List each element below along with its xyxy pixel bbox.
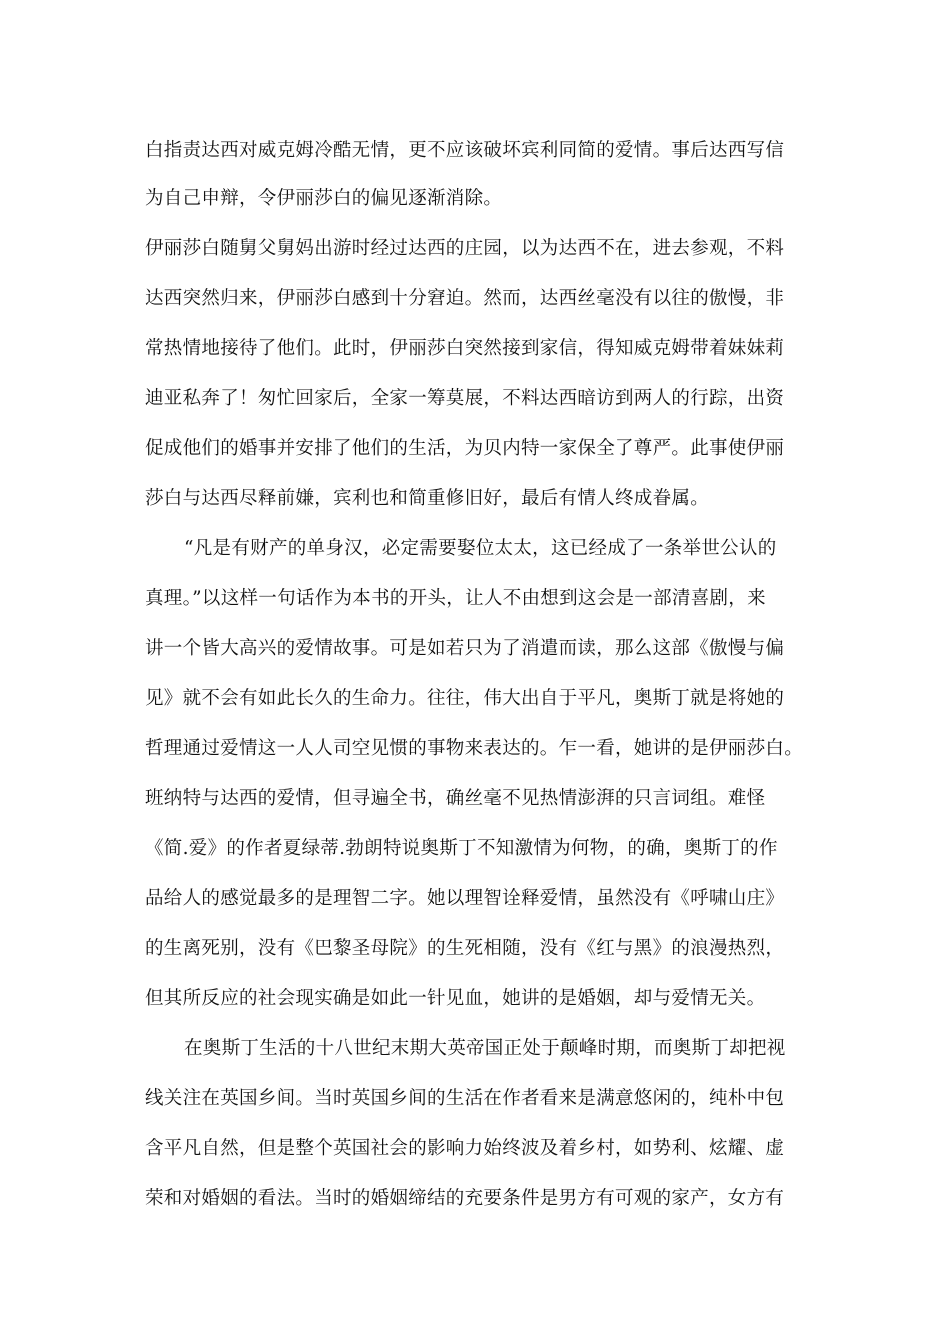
text-line: 讲一个皆大高兴的爱情故事。可是如若只为了消遣而读，那么这部《傲慢与偏 — [145, 638, 785, 659]
text-line: 品给人的感觉最多的是理智二字。她以理智诠释爱情，虽然没有《呼啸山庄》 — [145, 888, 785, 909]
text-line: 的生离死别，没有《巴黎圣母院》的生死相随，没有《红与黑》的浪漫热烈， — [145, 938, 785, 959]
text-line: 荣和对婚姻的看法。当时的婚姻缔结的充要条件是男方有可观的家产，女方有 — [145, 1188, 785, 1209]
text-line: 《简.爱》的作者夏绿蒂.勃朗特说奥斯丁不知激情为何物，的确，奥斯丁的作 — [145, 838, 778, 859]
text-line: 为自己申辩，令伊丽莎白的偏见逐渐消除。 — [145, 188, 503, 209]
text-line: 伊丽莎白随舅父舅妈出游时经过达西的庄园，以为达西不在，进去参观，不料 — [145, 238, 785, 259]
text-line: 白指责达西对威克姆冷酷无情，更不应该破坏宾利同简的爱情。事后达西写信 — [145, 140, 785, 161]
text-line: 哲理通过爱情这一人人司空见惯的事物来表达的。乍一看，她讲的是伊丽莎白。 — [145, 738, 804, 759]
text-line: 班纳特与达西的爱情，但寻遍全书，确丝毫不见热情澎湃的只言词组。难怪 — [145, 788, 766, 809]
text-line: 常热情地接待了他们。此时，伊丽莎白突然接到家信，得知威克姆带着妹妹莉 — [145, 338, 785, 359]
text-line: 真理。”以这样一句话作为本书的开头，让人不由想到这会是一部清喜剧，来 — [145, 588, 766, 609]
text-line: 达西突然归来，伊丽莎白感到十分窘迫。然而，达西丝毫没有以往的傲慢，非 — [145, 288, 785, 309]
text-line: 线关注在英国乡间。当时英国乡间的生活在作者看来是满意悠闲的，纯朴中包 — [145, 1088, 785, 1109]
text-line: 见》就不会有如此长久的生命力。往往，伟大出自于平凡，奥斯丁就是将她的 — [145, 688, 785, 709]
text-line: “凡是有财产的单身汉，必定需要娶位太太，这已经成了一条举世公认的 — [184, 538, 777, 559]
text-line: 莎白与达西尽释前嫌，宾利也和简重修旧好，最后有情人终成眷属。 — [145, 488, 710, 509]
text-line: 迪亚私奔了！匆忙回家后，全家一筹莫展，不料达西暗访到两人的行踪，出资 — [145, 388, 785, 409]
text-line: 含平凡自然，但是整个英国社会的影响力始终波及着乡村，如势利、炫耀、虚 — [145, 1138, 785, 1159]
text-line: 促成他们的婚事并安排了他们的生活，为贝内特一家保全了尊严。此事使伊丽 — [145, 438, 785, 459]
text-line: 在奥斯丁生活的十八世纪末期大英帝国正处于颠峰时期，而奥斯丁却把视 — [184, 1038, 786, 1059]
text-line: 但其所反应的社会现实确是如此一针见血，她讲的是婚姻，却与爱情无关。 — [145, 988, 766, 1009]
